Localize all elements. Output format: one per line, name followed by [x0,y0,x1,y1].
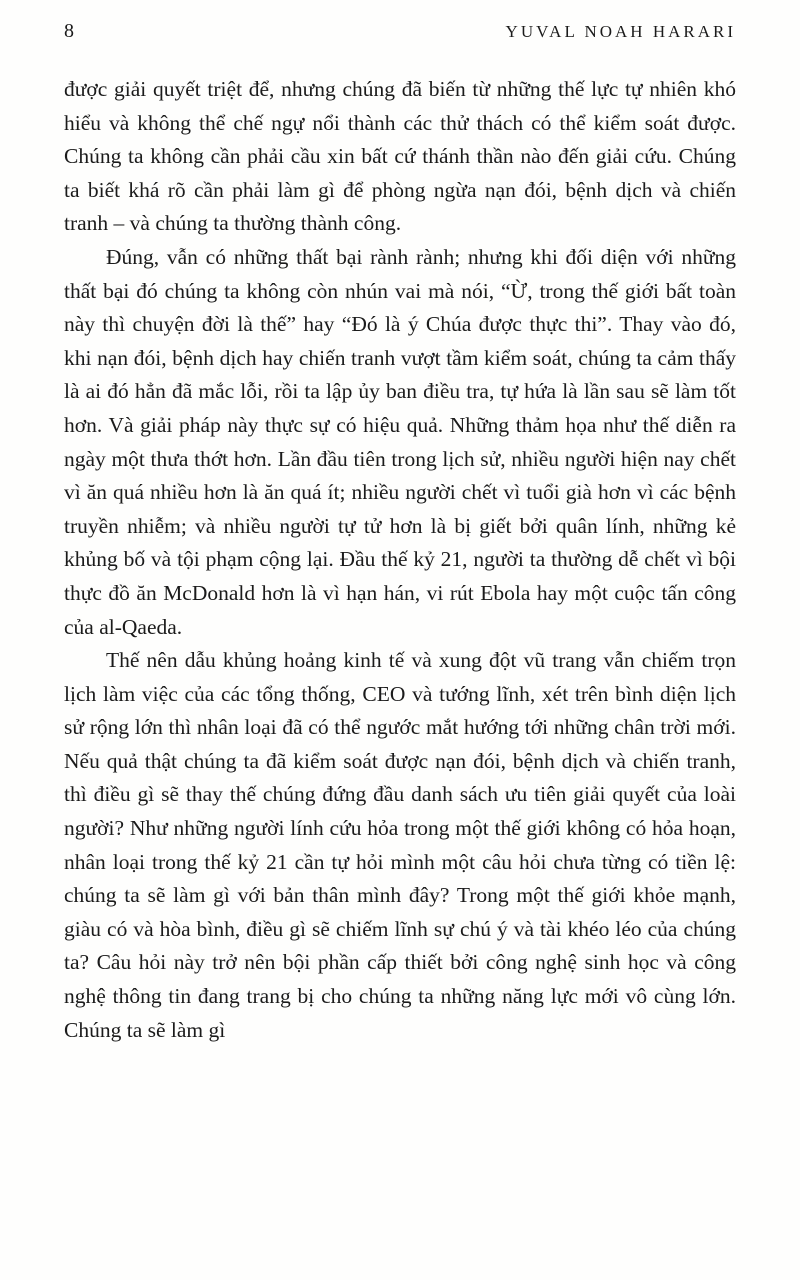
paragraph-3: Thế nên dẫu khủng hoảng kinh tế và xung đột vũ trang vẫn chiếm trọn lịch làm việc của các tổng thống, CEO và tướng lĩnh, xét trên bình diện lịch sử rộng lớn thì nhân loại đã có thể ngước mắt hướng tới những chân trời mới. Nếu quả thật chúng ta đã kiểm soát được nạn đói, bệnh dịch và chiến tranh, thì điều gì sẽ thay thế chúng đứng đầu danh sách ưu tiên giải quyết của loài người? Như những người lính cứu hỏa trong một thế giới không có hỏa hoạn, nhân loại trong thế kỷ 21 cần tự hỏi mình một câu hỏi chưa từng có tiền lệ: chúng ta sẽ làm gì với bản thân mình đây? Trong một thế giới khỏe mạnh, giàu có và hòa bình, điều gì sẽ chiếm lĩnh sự chú ý và tài khéo léo của chúng ta? Câu hỏi này trở nên bội phần cấp thiết bởi công nghệ sinh học và công nghệ thông tin đang trang bị cho chúng ta những năng lực mới vô cùng lớn. Chúng ta sẽ làm gì [64,648,736,1042]
page-body [64,73,736,1047]
page-header [64,20,736,43]
paragraph-2: Đúng, vẫn có những thất bại rành rành; nhưng khi đối diện với những thất bại đó chúng ta không còn nhún vai mà nói, “Ừ, trong thế giới bất toàn này thì chuyện đời là thế” hay “Đó là ý Chúa được thực thi”. Thay vào đó, khi nạn đói, bệnh dịch hay chiến tranh vượt tầm kiểm soát, chúng ta cảm thấy là ai đó hẳn đã mắc lỗi, rồi ta lập ủy ban điều tra, tự hứa là lần sau sẽ làm tốt hơn. Và giải pháp này thực sự có hiệu quả. Những thảm họa như thế diễn ra ngày một thưa thớt hơn. Lần đầu tiên trong lịch sử, nhiều người hiện nay chết vì ăn quá nhiều hơn là ăn quá ít; nhiều người chết vì tuổi già hơn vì các bệnh truyền nhiễm; và nhiều người tự tử hơn là bị giết bởi quân lính, những kẻ khủng bố và tội phạm cộng lại. Đầu thế kỷ 21, người ta thường dễ chết vì bội thực đồ ăn McDonald hơn là vì hạn hán, vi rút Ebola hay một cuộc tấn công của al-Qaeda. [64,244,736,639]
running-header-author: YUVAL NOAH HARARI [505,22,736,41]
page-number: 8 [64,20,74,42]
paragraph-1: được giải quyết triệt để, nhưng chúng đã biến từ những thế lực tự nhiên khó hiểu và không thể chế ngự nổi thành các thử thách có thể kiểm soát được. Chúng ta không cần phải cầu xin bất cứ thánh thần nào đến giải cứu. Chúng ta biết khá rõ cần phải làm gì để phòng ngừa nạn đói, bệnh dịch và chiến tranh – và chúng ta thường thành công. [64,77,736,236]
